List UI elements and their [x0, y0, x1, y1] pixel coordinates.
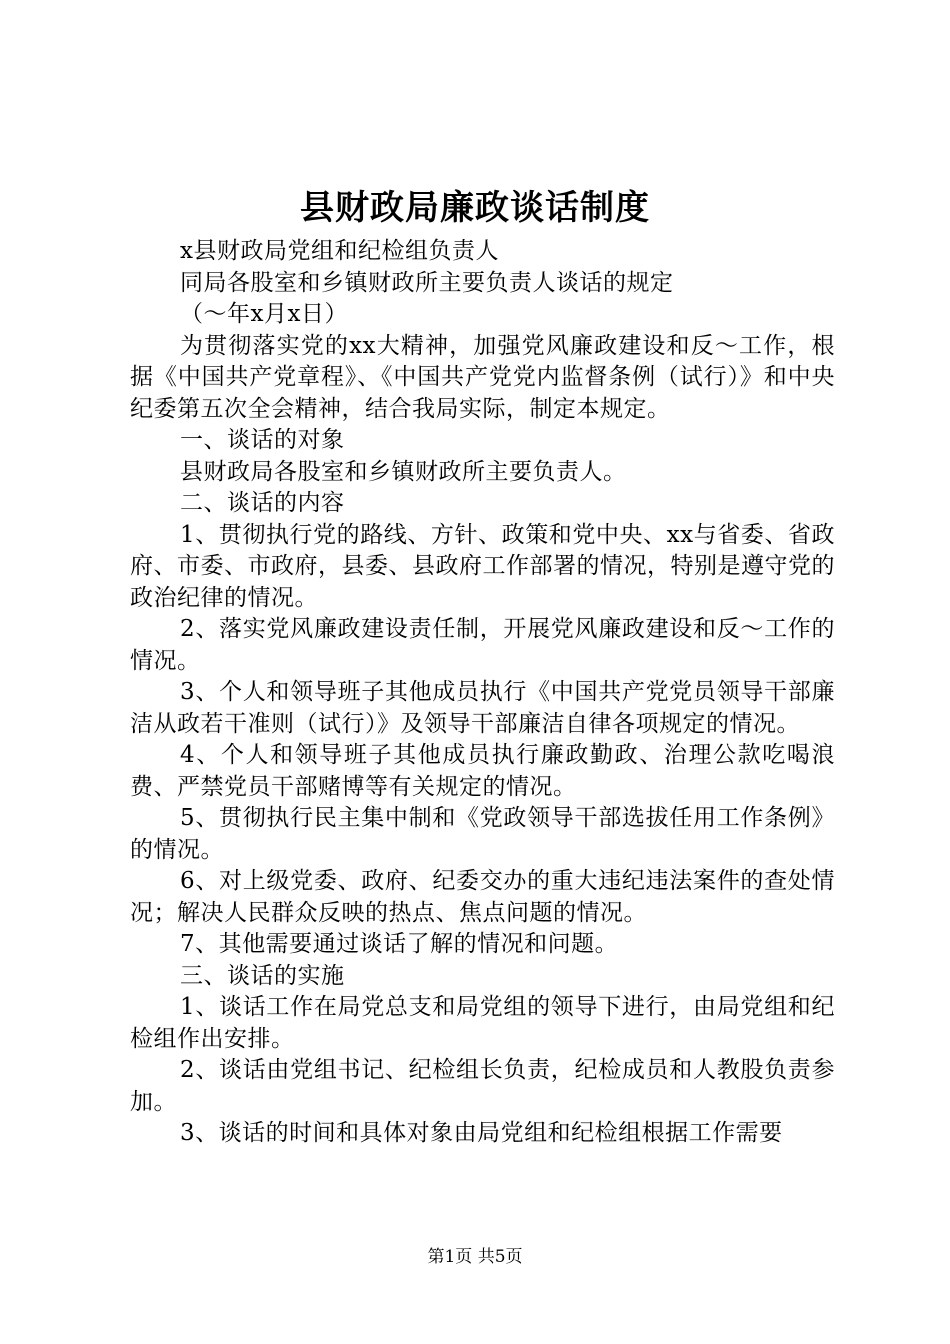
list-item: 1、谈话工作在局党总支和局党组的领导下进行，由局党组和纪检组作出安排。 [130, 994, 835, 1052]
list-item: 1、贯彻执行党的路线、方针、政策和党中央、xx与省委、省政府、市委、市政府，县委、县政府工作部署的情况，特别是遵守党的政治纪律的情况。 [130, 521, 835, 611]
list-item: 5、贯彻执行民主集中制和《党政领导干部选拔任用工作条例》的情况。 [130, 805, 835, 863]
document-title: 县财政局廉政谈话制度 [300, 188, 650, 228]
paragraph: x县财政局党组和纪检组负责人 [180, 238, 499, 264]
list-item: 2、谈话由党组书记、纪检组长负责，纪检成员和人教股负责参加。 [130, 1057, 835, 1115]
section-heading: 三、谈话的实施 [180, 962, 345, 989]
list-item: 4、个人和领导班子其他成员执行廉政勤政、治理公款吃喝浪费、严禁党员干部赌博等有关规定的情况。 [130, 742, 835, 800]
paragraph: 为贯彻落实党的xx大精神，加强党风廉政建设和反～工作，根据《中国共产党章程》、《中国共产党党内监督条例（试行）》和中央纪委第五次全会精神，结合我局实际，制定本规定。 [130, 332, 835, 422]
list-item: 2、落实党风廉政建设责任制，开展党风廉政建设和反～工作的情况。 [130, 616, 835, 674]
page-number: 第1页 共5页 [427, 1247, 523, 1267]
list-item: 3、个人和领导班子其他成员执行《中国共产党党员领导干部廉洁从政若干准则（试行）》及领导干部廉洁自律各项规定的情况。 [130, 679, 835, 737]
section-heading: 一、谈话的对象 [180, 427, 345, 453]
paragraph: 同局各股室和乡镇财政所主要负责人谈话的规定 [180, 269, 674, 296]
paragraph: 县财政局各股室和乡镇财政所主要负责人。 [180, 458, 627, 485]
list-item: 3、谈话的时间和具体对象由局党组和纪检组根据工作需要 [180, 1120, 783, 1146]
section-heading: 二、谈话的内容 [180, 490, 345, 516]
list-item: 7、其他需要通过谈话了解的情况和问题。 [180, 931, 619, 957]
document-body [130, 236, 835, 1150]
paragraph: （～年x月x日） [180, 301, 348, 327]
list-item: 6、对上级党委、政府、纪委交办的重大违纪违法案件的查处情况；解决人民群众反映的热点、焦点问题的情况。 [130, 868, 835, 926]
